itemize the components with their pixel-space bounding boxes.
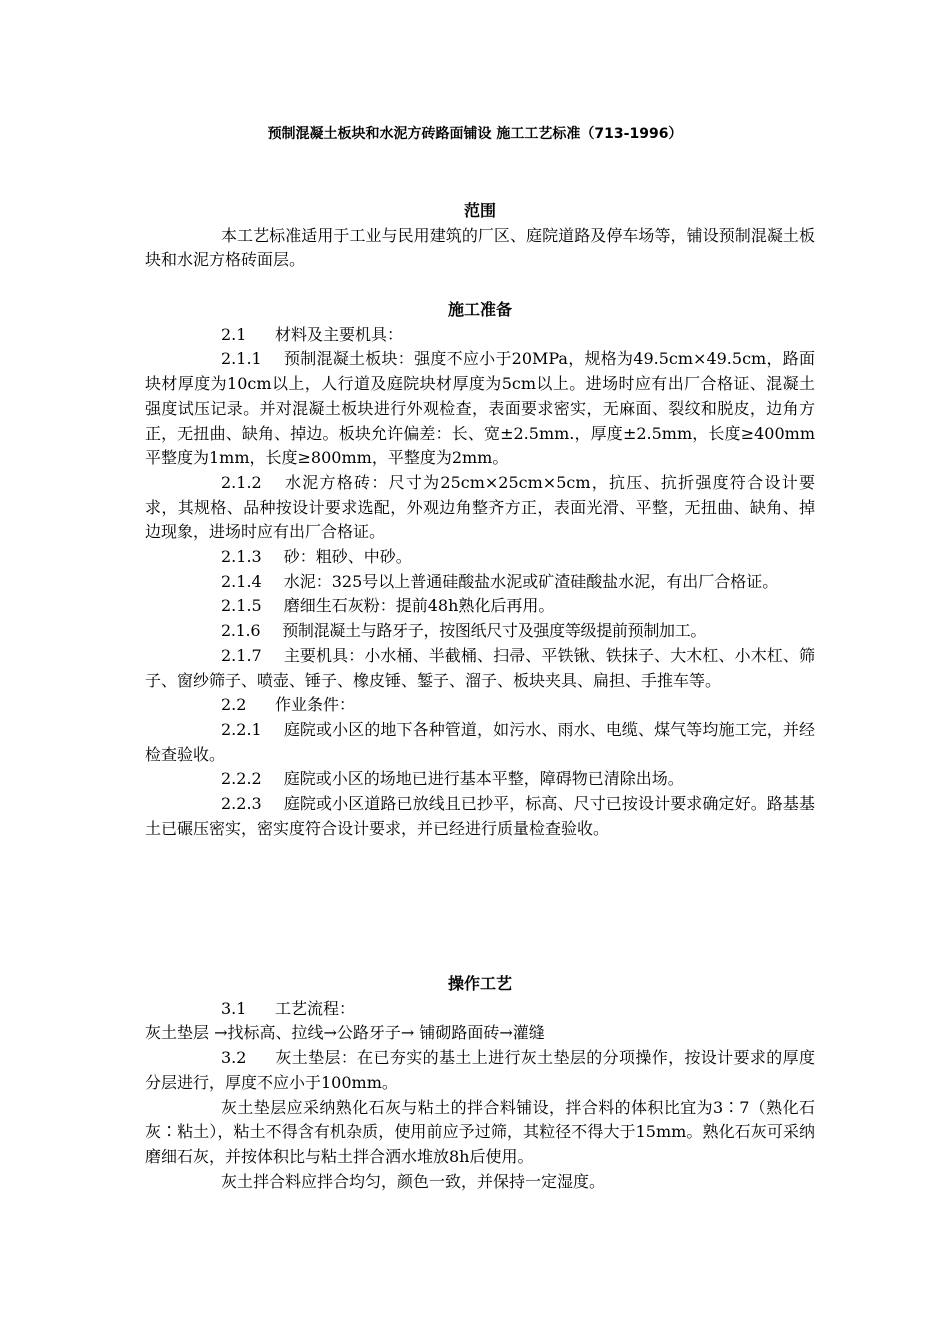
clause-text: 庭院或小区道路已放线且已抄平，标高、尺寸已按设计要求确定好。路基基土已碾压密实，密实度符合设计要求，并已经进行质量检查验收。 [145, 794, 815, 838]
clause-number: 2.1.7 [221, 645, 262, 665]
clause-number: 2.2.1 [221, 719, 262, 739]
clause-2-1-6 [145, 619, 815, 644]
clause-number: 2.2.3 [221, 794, 262, 814]
clause-text: 砂：粗砂、中砂。 [283, 547, 412, 567]
clause-number: 2.1.3 [221, 547, 262, 567]
clause-number: 2.2.2 [221, 769, 262, 789]
clause-text: 庭院或小区的场地已进行基本平整，障碍物已清除出场。 [283, 769, 684, 789]
preparation-heading: 施工准备 [447, 300, 512, 319]
clause-number: 2.1.1 [221, 349, 262, 369]
preparation-section [145, 298, 815, 841]
clause-2-1-1 [145, 347, 815, 471]
process-flow: 灰土垫层 →找标高、拉线→公路牙子→ 铺砌路面砖→灌缝 [145, 1023, 545, 1043]
scope-heading: 范围 [463, 201, 496, 220]
clause-text: 工艺流程： [275, 998, 356, 1018]
clause-number: 2.1.6 [221, 621, 261, 641]
process-section [145, 972, 815, 1194]
document-title: 预制混凝土板块和水泥方砖路面铺设 施工工艺标准（713-1996） [267, 126, 683, 142]
clause-text: 灰土垫层：在已夯实的基土上进行灰土垫层的分项操作，按设计要求的厚度分层进行，厚度不应小于100mm。 [145, 1048, 815, 1092]
clause-text: 庭院或小区的地下各种管道，如污水、雨水、电缆、煤气等均施工完，并经检查验收。 [145, 719, 815, 764]
clause-2-1-2 [145, 471, 815, 545]
clause-text: 主要机具：小水桶、半截桶、扫帚、平铁锹、铁抹子、大木杠、小木杠、筛子、窗纱筛子、喷壶、锤子、橡皮锤、錾子、溜子、板块夹具、扁担、手推车等。 [145, 645, 815, 690]
clause-3-1 [145, 997, 815, 1022]
clause-3-2 [145, 1046, 815, 1095]
mixing-paragraph: 灰土拌合料应拌合均匀，颜色一致，并保持一定湿度。 [221, 1171, 606, 1191]
clause-2-2-3 [145, 792, 815, 841]
clause-2-2-1 [145, 718, 815, 767]
scope-section [145, 199, 815, 273]
lime-soil-paragraph: 灰土垫层应采纳熟化石灰与粘土的拌合料铺设，拌合料的体积比宜为3∶7（熟化石灰∶粘土），粘土不得含有机杂质，使用前应予过筛，其粒径不得大于15mm。熟化石灰可采纳磨细石灰，并按体积比与粘土拌合洒水堆放8h后使用。 [145, 1097, 815, 1166]
clause-number: 2.1 [221, 324, 247, 344]
clause-text: 作业条件： [275, 695, 356, 715]
clause-text: 材料及主要机具： [275, 324, 404, 344]
clause-number: 2.2 [221, 695, 247, 715]
clause-2-1 [145, 323, 815, 348]
clause-text: 水泥：325号以上普通硅酸盐水泥或矿渣硅酸盐水泥，有出厂合格证。 [283, 571, 779, 591]
clause-2-1-5 [145, 594, 815, 619]
clause-2-1-4 [145, 570, 815, 595]
clause-number: 2.1.4 [221, 571, 262, 591]
clause-text: 水泥方格砖：尺寸为25cm×25cm×5cm，抗压、抗折强度符合设计要求，其规格、品种按设计要求选配，外观边角整齐方正，表面光滑、平整，无扭曲、缺角、掉边现象，进场时应有出厂合格证。 [145, 472, 815, 542]
clause-text: 磨细生石灰粉：提前48h熟化后再用。 [283, 596, 555, 616]
clause-number: 2.1.2 [221, 472, 262, 492]
clause-text: 预制混凝土与路牙子，按图纸尺寸及强度等级提前预制加工。 [282, 621, 707, 641]
clause-number: 3.1 [221, 998, 247, 1018]
clause-2-2-2 [145, 767, 815, 792]
clause-2-1-7 [145, 644, 815, 693]
clause-number: 3.2 [221, 1048, 247, 1068]
scope-paragraph: 本工艺标准适用于工业与民用建筑的厂区、庭院道路及停车场等，铺设预制混凝土板块和水泥方格砖面层。 [145, 225, 815, 270]
process-heading: 操作工艺 [447, 974, 512, 993]
clause-number: 2.1.5 [221, 596, 262, 616]
clause-2-2 [145, 693, 815, 718]
clause-text: 预制混凝土板块：强度不应小于20MPa，规格为49.5cm×49.5cm，路面块材厚度为10cm以上，人行道及庭院块材厚度为5cm以上。进场时应有出厂合格证、混凝土强度试压记录。并对混凝土板块进行外观检查，表面要求密实，无麻面、裂纹和脱皮，边角方正，无扭曲、缺角、掉边。板块允许偏差：长、宽±2.5mm.，厚度±2.5mm，长度≥400mm平整度为1mm，长度≥800mm，平整度为2mm。 [145, 349, 815, 468]
clause-2-1-3 [145, 545, 815, 570]
